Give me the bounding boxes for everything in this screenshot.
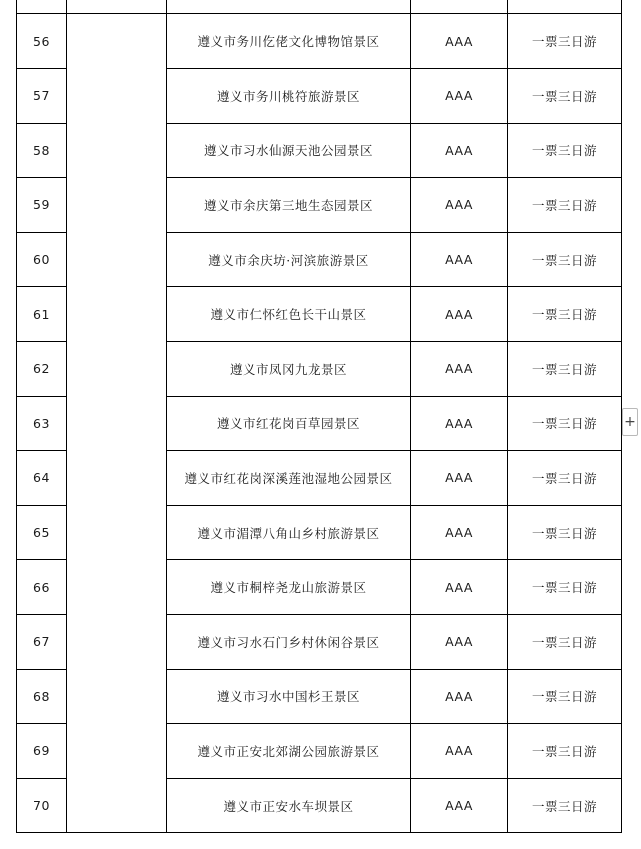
cell-number: 69 <box>17 724 67 779</box>
cell-name <box>167 0 411 14</box>
cell-policy: 一票三日游 <box>508 287 622 342</box>
plus-icon: + <box>624 414 636 430</box>
cell-name: 遵义市习水石门乡村休闲谷景区 <box>167 614 411 669</box>
cell-number: 70 <box>17 778 67 833</box>
cell-name: 遵义市务川仡佬文化博物馆景区 <box>167 14 411 69</box>
cell-policy: 一票三日游 <box>508 778 622 833</box>
add-row-button[interactable] <box>622 408 638 436</box>
cell-number: 66 <box>17 560 67 615</box>
cell-policy: 一票三日游 <box>508 724 622 779</box>
table-row-continuation <box>17 0 622 14</box>
cell-name: 遵义市湄潭八角山乡村旅游景区 <box>167 505 411 560</box>
cell-level: AAA <box>411 123 508 178</box>
cell-number <box>17 0 67 14</box>
cell-name: 遵义市红花岗深溪莲池湿地公园景区 <box>167 451 411 506</box>
cell-number: 62 <box>17 341 67 396</box>
cell-number: 60 <box>17 232 67 287</box>
cell-name: 遵义市红花岗百草园景区 <box>167 396 411 451</box>
cell-level: AAA <box>411 178 508 233</box>
cell-level: AAA <box>411 778 508 833</box>
cell-level <box>411 0 508 14</box>
table-body <box>17 0 622 833</box>
cell-number: 57 <box>17 69 67 124</box>
cell-level: AAA <box>411 451 508 506</box>
cell-level: AAA <box>411 396 508 451</box>
cell-number: 68 <box>17 669 67 724</box>
cell-level: AAA <box>411 232 508 287</box>
cell-name: 遵义市凤冈九龙景区 <box>167 341 411 396</box>
cell-number: 61 <box>17 287 67 342</box>
cell-policy: 一票三日游 <box>508 560 622 615</box>
cell-name: 遵义市正安水车坝景区 <box>167 778 411 833</box>
cell-number: 63 <box>17 396 67 451</box>
cell-policy: 一票三日游 <box>508 14 622 69</box>
cell-policy: 一票三日游 <box>508 232 622 287</box>
cell-number: 65 <box>17 505 67 560</box>
cell-level: AAA <box>411 505 508 560</box>
cell-level: AAA <box>411 341 508 396</box>
cell-name: 遵义市桐梓尧龙山旅游景区 <box>167 560 411 615</box>
cell-region <box>67 0 167 14</box>
cell-level: AAA <box>411 614 508 669</box>
cell-policy: 一票三日游 <box>508 396 622 451</box>
cell-name: 遵义市习水仙源天池公园景区 <box>167 123 411 178</box>
cell-level: AAA <box>411 69 508 124</box>
cell-level: AAA <box>411 287 508 342</box>
cell-number: 58 <box>17 123 67 178</box>
cell-policy: 一票三日游 <box>508 178 622 233</box>
cell-number: 59 <box>17 178 67 233</box>
cell-region-merged <box>67 14 167 833</box>
cell-number: 67 <box>17 614 67 669</box>
cell-policy: 一票三日游 <box>508 451 622 506</box>
cell-name: 遵义市仁怀红色长干山景区 <box>167 287 411 342</box>
cell-number: 56 <box>17 14 67 69</box>
cell-policy: 一票三日游 <box>508 123 622 178</box>
cell-number: 64 <box>17 451 67 506</box>
cell-level: AAA <box>411 14 508 69</box>
cell-policy: 一票三日游 <box>508 614 622 669</box>
cell-policy: 一票三日游 <box>508 669 622 724</box>
scenic-spot-table <box>16 0 622 833</box>
cell-policy <box>508 0 622 14</box>
cell-name: 遵义市余庆坊·河滨旅游景区 <box>167 232 411 287</box>
cell-policy: 一票三日游 <box>508 505 622 560</box>
cell-policy: 一票三日游 <box>508 69 622 124</box>
scenic-spot-table-wrapper <box>16 0 620 833</box>
cell-level: AAA <box>411 560 508 615</box>
cell-name: 遵义市正安北郊湖公园旅游景区 <box>167 724 411 779</box>
cell-name: 遵义市余庆第三地生态园景区 <box>167 178 411 233</box>
cell-name: 遵义市习水中国杉王景区 <box>167 669 411 724</box>
cell-policy: 一票三日游 <box>508 341 622 396</box>
table-row <box>17 14 622 69</box>
cell-level: AAA <box>411 724 508 779</box>
cell-level: AAA <box>411 669 508 724</box>
cell-name: 遵义市务川桃符旅游景区 <box>167 69 411 124</box>
